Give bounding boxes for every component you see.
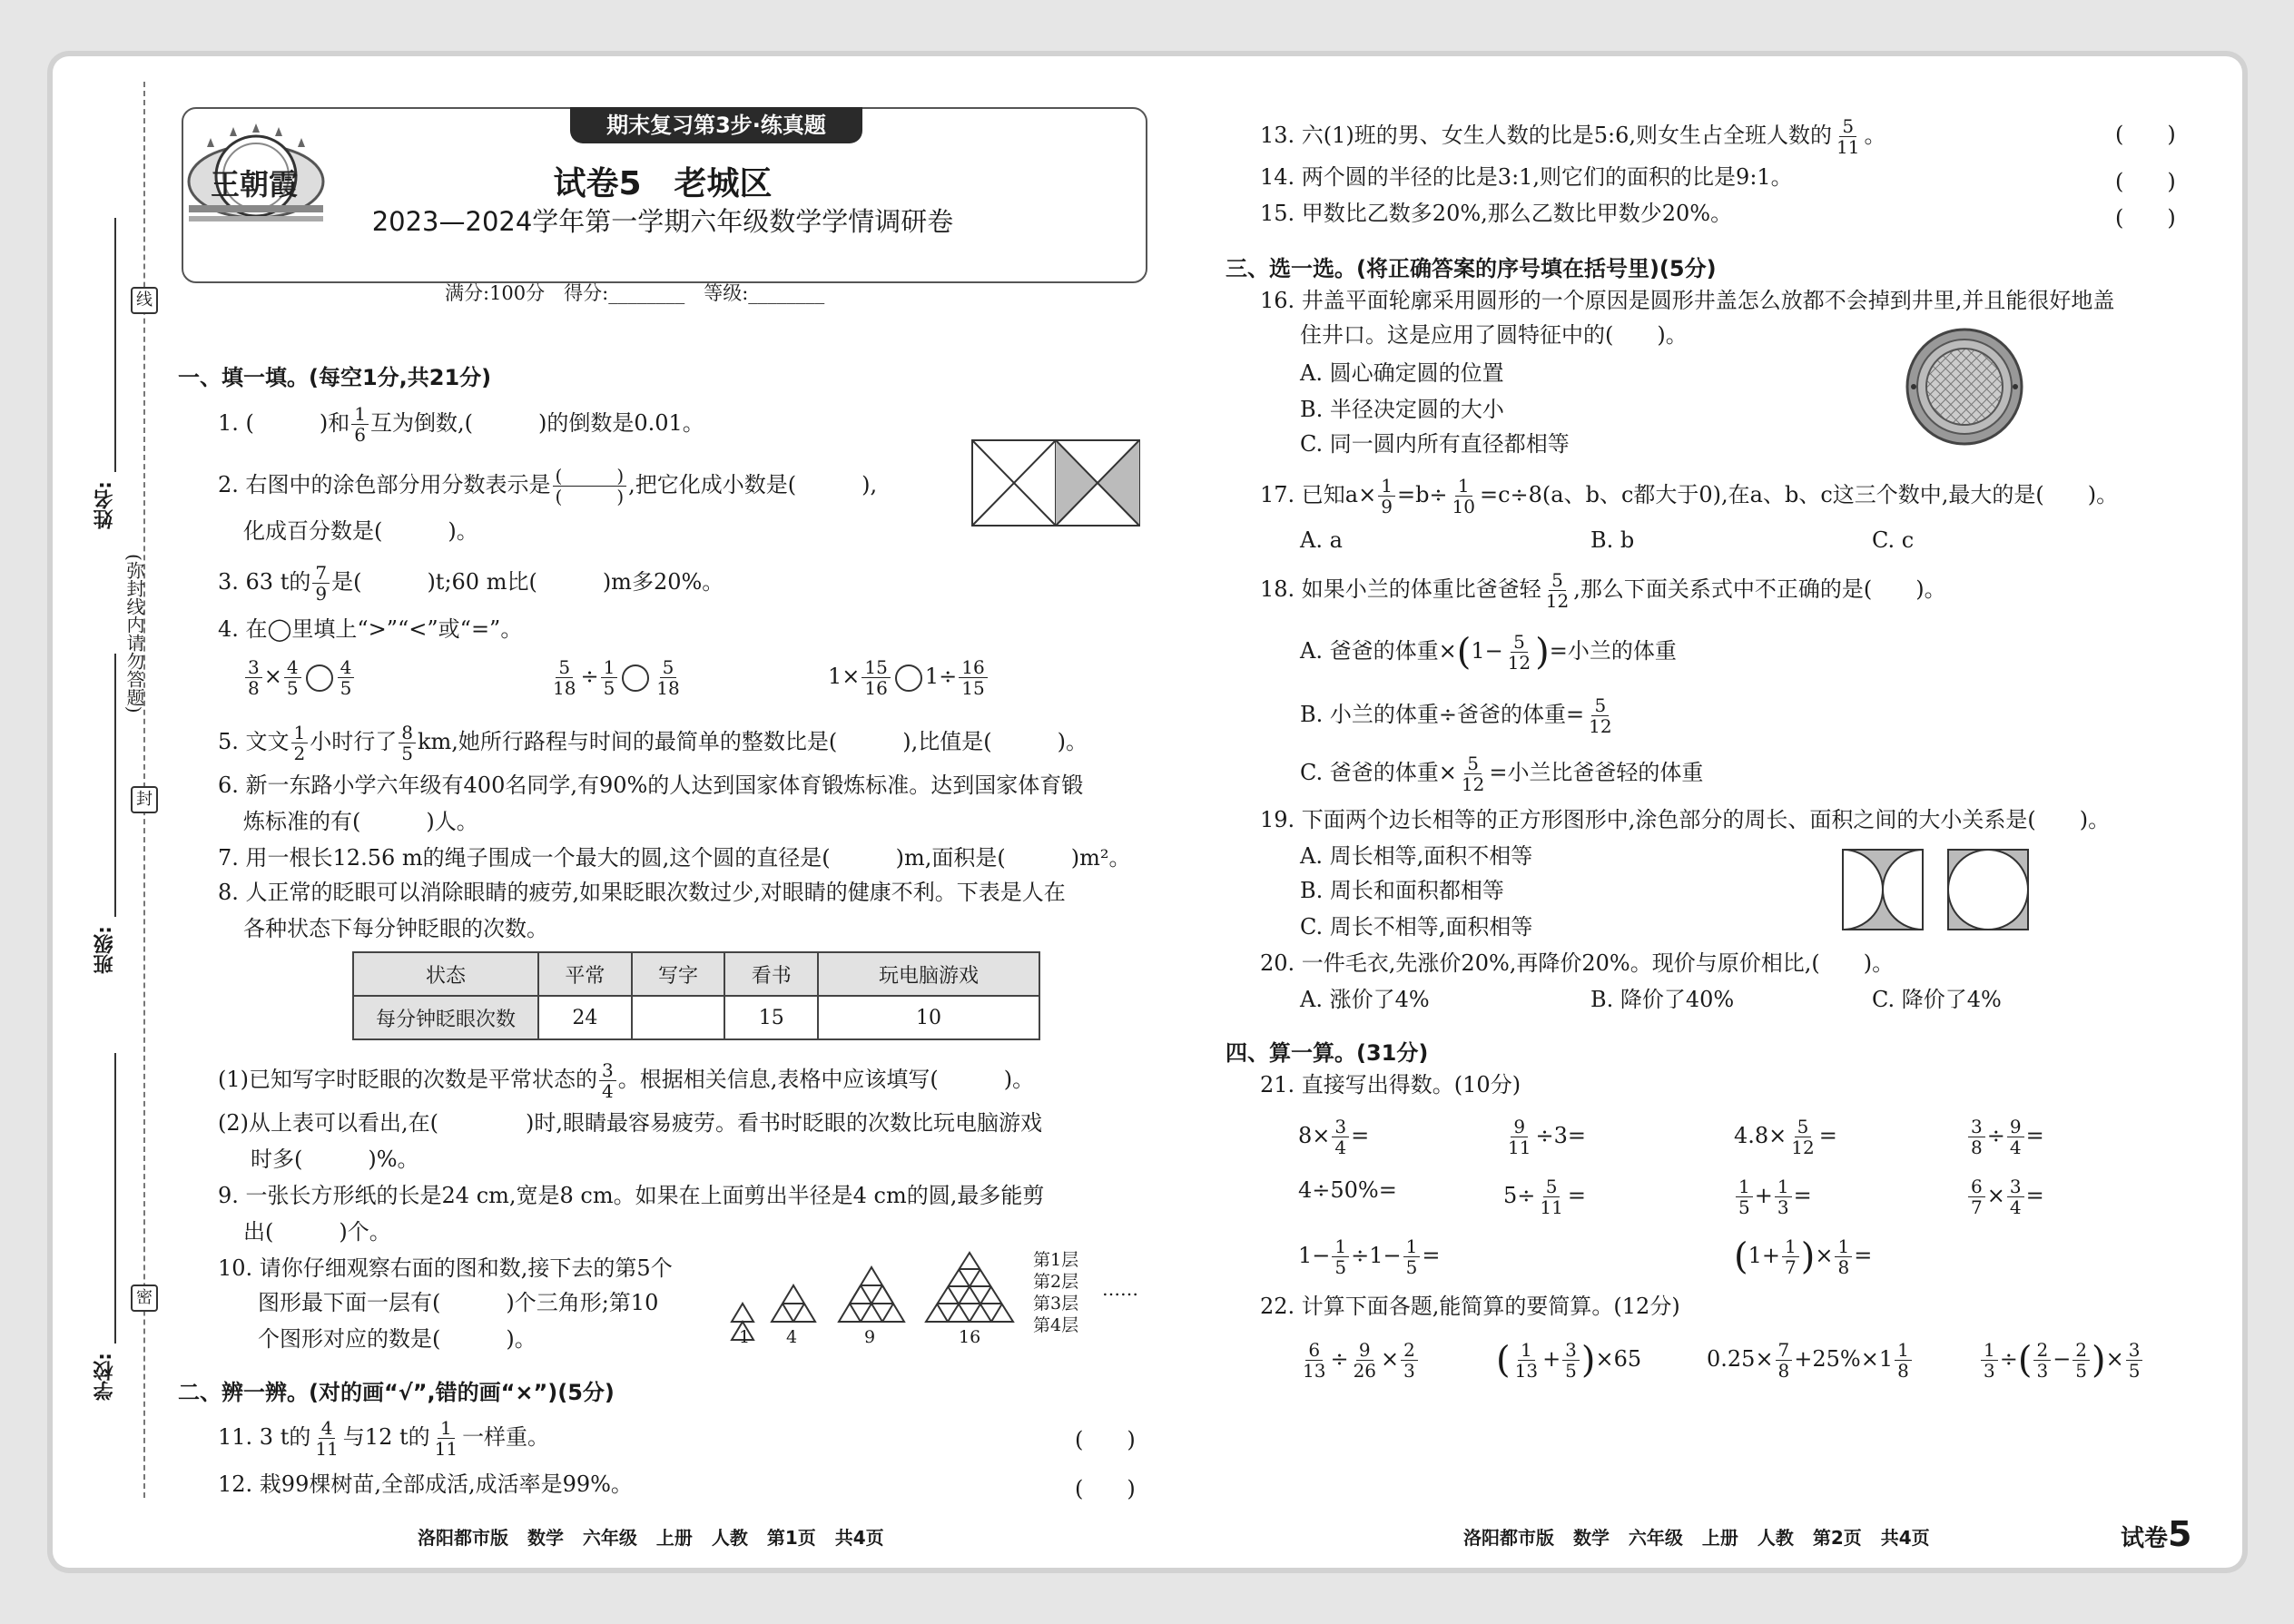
q20-option-b[interactable]: B. 降价了40%	[1590, 987, 1735, 1012]
calc-item: $\frac{6}{7}$ × $\frac{3}{4}$ =	[1966, 1176, 2044, 1217]
calc-item: (1+ $\frac{1}{7}$ )× $\frac{1}{8}$ =	[1734, 1235, 1873, 1278]
seal-note: (弥封线内请勿答题)	[123, 554, 145, 714]
q7: 7. 用一根长12.56 m的绳子围成一个最大的圆,这个圆的直径是( )m,面积是( )m²。	[218, 845, 1131, 871]
q2-blank-fraction: $\frac{( )}{( )}$	[553, 466, 627, 507]
q19-square-figures	[1841, 848, 2032, 931]
q21: 21. 直接写出得数。(10分)	[1260, 1072, 1521, 1097]
q2-line2: 化成百分数是( )。	[243, 518, 478, 544]
calc-item: $\frac{1}{3}$ ÷( $\frac{2}{3}$ − $\frac{2}{5}$ )× $\frac{3}{5}$	[1979, 1340, 2144, 1381]
q17-option-b[interactable]: B. b	[1590, 527, 1635, 553]
q20-option-c[interactable]: C. 降价了4%	[1872, 987, 2002, 1012]
manhole-cover-image	[1905, 327, 2024, 447]
q3: 3. 63 t的 $\frac{7}{9}$ 是( )t;60 m比( )m多20%。	[218, 562, 724, 605]
q8-line2: 各种状态下每分钟眨眼的次数。	[243, 916, 548, 941]
q16-line2: 住井口。这是应用了圆特征中的( )。	[1300, 322, 1688, 348]
q15: 15. 甲数比乙数多20%,那么乙数比甲数少20%。	[1260, 201, 1733, 226]
q10-line1: 10. 请你仔细观察右面的图和数,接下去的第5个	[218, 1255, 673, 1281]
section1-heading: 一、填一填。(每空1分,共21分)	[178, 365, 492, 390]
q19-option-a[interactable]: A. 周长相等,面积不相等	[1300, 843, 1533, 869]
class-line	[114, 654, 116, 917]
calc-item: $\frac{3}{8}$ ÷ $\frac{9}{4}$ =	[1966, 1117, 2044, 1157]
q18-option-b[interactable]: B. 小兰的体重÷爸爸的体重= $\frac{5}{12}$	[1300, 694, 1612, 737]
q10-num-9: 9	[864, 1327, 876, 1347]
school-line	[114, 1053, 116, 1343]
q4: 4. 在◯里填上“>”“<”或“=”。	[218, 616, 523, 642]
exam-subtitle: 2023—2024学年第一学期六年级数学学情调研卷	[371, 206, 954, 237]
footer-right: 洛阳都市版 数学 六年级 上册 人教 第2页 共4页	[1463, 1527, 1930, 1549]
q4-expr2: $\frac{5}{18}$ ÷ $\frac{1}{5}$ $\frac{5}{18}$	[553, 656, 680, 699]
seal-char-feng: 封	[131, 786, 158, 813]
seal-char-mi: 密	[131, 1284, 158, 1312]
q1-fraction: $\frac{1}{6}$	[351, 404, 369, 445]
q14-answer[interactable]: ( )	[2115, 169, 2176, 194]
calc-item: 4.8× $\frac{5}{12}$ =	[1734, 1116, 1837, 1158]
q9-line1: 9. 一张长方形纸的长是24 cm,宽是8 cm。如果在上面剪出半径是4 cm的圆,最多能剪	[218, 1183, 1045, 1208]
calc-item: ( $\frac{1}{13}$ + $\frac{3}{5}$ )×65	[1496, 1339, 1642, 1382]
q6-line2: 炼标准的有( )人。	[243, 809, 478, 834]
q4-expr3: 1× $\frac{15}{16}$ 1÷ $\frac{16}{15}$	[828, 657, 989, 698]
q6-line1: 6. 新一东路小学六年级有400名同学,有90%的人达到国家体育锻炼标准。达到国家体育锻	[218, 773, 1084, 798]
q8-sub2-line2: 时多( )%。	[251, 1147, 419, 1172]
q15-answer[interactable]: ( )	[2115, 205, 2176, 231]
q10-ellipsis: ……	[1102, 1278, 1138, 1300]
section4-heading: 四、算一算。(31分)	[1226, 1040, 1429, 1066]
calc-item: 4÷50%=	[1298, 1177, 1397, 1203]
q17: 17. 已知a× $\frac{1}{9}$ =b÷ $\frac{1}{10}$ =c÷8(a、b、c都大于0),在a、b、c这三个数中,最大的是( )。	[1260, 475, 2119, 517]
exam-title: 试卷5 老城区	[553, 165, 773, 202]
q1: 1. ( )和 $\frac{1}{6}$ 互为倒数,( )的倒数是0.01。	[218, 403, 704, 446]
q9-line2: 出( )个。	[243, 1219, 391, 1245]
q10-line2: 图形最下面一层有( )个三角形;第10	[258, 1290, 659, 1315]
q8-line1: 8. 人正常的眨眼可以消除眼睛的疲劳,如果眨眼次数过少,对眼睛的健康不利。下表是人在	[218, 880, 1066, 905]
compare-circle[interactable]	[306, 664, 333, 692]
q16-option-c[interactable]: C. 同一圆内所有直径都相等	[1300, 431, 1570, 457]
calc-item: $\frac{6}{13}$ ÷ $\frac{9}{26}$ × $\frac{2}{3}$	[1298, 1340, 1420, 1381]
q18-option-c[interactable]: C. 爸爸的体重× $\frac{5}{12}$ =小兰比爸爸轻的体重	[1300, 753, 1704, 795]
q10-num-1: 1	[739, 1327, 751, 1347]
calc-item: $\frac{1}{5}$ + $\frac{1}{3}$ =	[1734, 1176, 1812, 1217]
q13-answer[interactable]: ( )	[2115, 122, 2176, 147]
calc-item: 0.25× $\frac{7}{8}$ +25%×1 $\frac{1}{8}$	[1707, 1340, 1914, 1381]
q4-expr1: $\frac{3}{8}$ × $\frac{4}{5}$ $\frac{4}{5}$	[243, 657, 356, 698]
score-line: 满分:100分 得分:________ 等级:________	[445, 282, 825, 304]
calc-item: $\frac{9}{11}$ ÷3=	[1508, 1116, 1586, 1158]
logo-text: 王朝霞	[211, 167, 299, 202]
q12: 12. 栽99棵树苗,全部成活,成活率是99%。	[218, 1471, 633, 1497]
q8-sub2-line1: (2)从上表可以看出,在( )时,眼睛最容易疲劳。看书时眨眼的次数比玩电脑游戏	[218, 1110, 1042, 1136]
q11-answer[interactable]: ( )	[1075, 1427, 1136, 1452]
class-label: 班级:	[94, 926, 116, 974]
q18: 18. 如果小兰的体重比爸爸轻 $\frac{5}{12}$ ,那么下面关系式中不正确的是( )。	[1260, 569, 1946, 612]
q8-sub1: (1)已知写字时眨眼的次数是平常状态的 $\frac{3}{4}$ 。根据相关信息,表格中应该填写( )。	[218, 1059, 1035, 1102]
name-label: 姓名:	[94, 481, 116, 529]
q5: 5. 文文 $\frac{1}{2}$ 小时行了 $\frac{8}{5}$ km,她所行路程与时间的最简单的整数比是( ),比值是( )。	[218, 722, 1088, 764]
calc-item: 1− $\frac{1}{5}$ ÷1− $\frac{1}{5}$ =	[1298, 1235, 1441, 1278]
q18-option-a[interactable]: A. 爸爸的体重×(1− $\frac{5}{12}$ )=小兰的体重	[1300, 631, 1677, 674]
exam-badge: 试卷5	[2121, 1514, 2192, 1554]
q17-option-c[interactable]: C. c	[1872, 527, 1915, 553]
q20: 20. 一件毛衣,先涨价20%,再降价20%。现价与原价相比,( )。	[1260, 950, 1895, 976]
q10-line3: 个图形对应的数是( )。	[258, 1326, 537, 1352]
blink-table	[352, 951, 1040, 1040]
q16-line1: 16. 井盖平面轮廓采用圆形的一个原因是圆形井盖怎么放都不会掉到井里,并且能很好地盖	[1260, 288, 2115, 313]
step-banner: 期末复习第3步·练真题	[570, 107, 862, 143]
name-line	[114, 218, 116, 472]
q20-option-a[interactable]: A. 涨价了4%	[1300, 987, 1430, 1012]
q22: 22. 计算下面各题,能简算的要简算。(12分)	[1260, 1294, 1680, 1319]
calc-item: 5÷ $\frac{5}{11}$ =	[1503, 1176, 1586, 1218]
seal-char-xian: 线	[131, 287, 158, 314]
q10-triangle-pattern	[726, 1251, 1026, 1347]
section2-heading: 二、辨一辨。(对的画“√”,错的画“×”)(5分)	[178, 1380, 615, 1405]
q16-option-a[interactable]: A. 圆心确定圆的位置	[1300, 360, 1504, 386]
compare-circle[interactable]	[622, 664, 649, 692]
q12-answer[interactable]: ( )	[1075, 1476, 1136, 1501]
q2-shaded-figure	[971, 439, 1140, 527]
q11: 11. 3 t的 $\frac{4}{11}$ 与12 t的 $\frac{1}{11}$ 一样重。	[218, 1417, 550, 1460]
q2: 2. 右图中的涂色部分用分数表示是 $\frac{( )}{( )}$ ,把它化成小数是( ),	[218, 465, 878, 507]
calc-item: 8× $\frac{3}{4}$ =	[1298, 1116, 1370, 1158]
q14: 14. 两个圆的半径的比是3:1,则它们的面积的比是9:1。	[1260, 164, 1793, 190]
q19-option-b[interactable]: B. 周长和面积都相等	[1300, 878, 1504, 903]
q10-layer-labels: 第1层 第2层 第3层 第4层	[1033, 1250, 1079, 1335]
q19: 19. 下面两个边长相等的正方形图形中,涂色部分的周长、面积之间的大小关系是( )。	[1260, 807, 2111, 832]
q10-num-16: 16	[959, 1327, 981, 1347]
q19-option-c[interactable]: C. 周长不相等,面积相等	[1300, 914, 1533, 940]
q17-option-a[interactable]: A. a	[1300, 527, 1343, 553]
school-label: 学校:	[94, 1353, 116, 1401]
section3-heading: 三、选一选。(将正确答案的序号填在括号里)(5分)	[1226, 256, 1717, 281]
footer-left: 洛阳都市版 数学 六年级 上册 人教 第1页 共4页	[418, 1527, 884, 1549]
table-row: 每分钟眨眼次数 24 15 10	[353, 996, 1039, 1039]
q13: 13. 六(1)班的男、女生人数的比是5:6,则女生占全班人数的 $\frac{5}{11}$ 。	[1260, 115, 1886, 158]
compare-circle[interactable]	[895, 664, 922, 692]
q16-option-b[interactable]: B. 半径决定圆的大小	[1300, 397, 1504, 422]
table-row: 状态 平常 写字 看书 玩电脑游戏	[353, 952, 1039, 996]
q10-num-4: 4	[786, 1327, 798, 1347]
